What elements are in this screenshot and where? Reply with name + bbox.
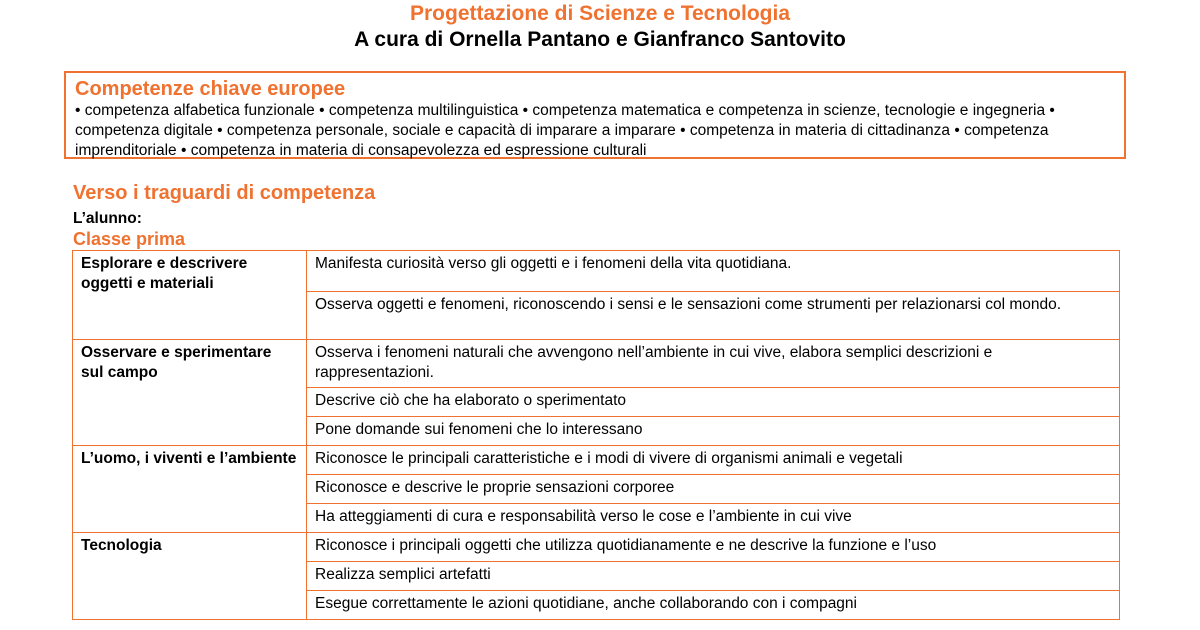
area-cell: Esplorare e descrivere oggetti e materiali [73, 251, 307, 340]
key-competences-text: • competenza alfabetica funzionale • competenza multilinguistica • competenza matematica e competenza in scienze, tecnologie e ingegneria • competenza digitale • competenza personale, sociale e capacità di imparare a imparare • competenza in materia di cittadinanza • competenza imprenditoriale • competenza in materia di consapevolezza ed espressione culturali [75, 102, 1055, 159]
area-cell: Osservare e sperimentare sul campo [73, 340, 307, 446]
goals-table [72, 250, 1120, 620]
class-label: Classe prima [73, 229, 186, 249]
table-row [73, 533, 1120, 562]
table-row [73, 251, 1120, 292]
goal-cell: Realizza semplici artefatti [307, 562, 1120, 591]
goal-cell: Descrive ciò che ha elaborato o sperimentato [307, 388, 1120, 417]
goal-cell: Ha atteggiamenti di cura e responsabilità verso le cose e l’ambiente in cui vive [307, 504, 1120, 533]
goal-cell: Riconosce e descrive le proprie sensazioni corporee [307, 475, 1120, 504]
document-title: Progettazione di Scienze e Tecnologia [409, 2, 791, 25]
table-row [73, 446, 1120, 475]
key-competences-box [64, 71, 1126, 159]
goal-cell: Manifesta curiosità verso gli oggetti e i fenomeni della vita quotidiana. [307, 251, 1120, 292]
pupil-label: L’alunno: [73, 210, 142, 227]
goal-cell: Riconosce le principali caratteristiche e i modi di vivere di organismi animali e vegetali [307, 446, 1120, 475]
goal-cell: Osserva i fenomeni naturali che avvengono nell’ambiente in cui vive, elabora semplici descrizioni e rappresentazioni. [307, 340, 1120, 388]
goal-cell: Osserva oggetti e fenomeni, riconoscendo i sensi e le sensazioni come strumenti per relazionarsi col mondo. [307, 292, 1120, 340]
goals-section-title: Verso i traguardi di competenza [73, 182, 376, 204]
area-cell: L’uomo, i viventi e l’ambiente [73, 446, 307, 533]
goal-cell: Riconosce i principali oggetti che utilizza quotidianamente e ne descrive la funzione e l’uso [307, 533, 1120, 562]
area-cell: Tecnologia [73, 533, 307, 620]
document-subtitle: A cura di Ornella Pantano e Gianfranco Santovito [354, 28, 846, 51]
key-competences-title: Competenze chiave europee [75, 78, 346, 100]
goal-cell: Pone domande sui fenomeni che lo interessano [307, 417, 1120, 446]
goal-cell: Esegue correttamente le azioni quotidiane, anche collaborando con i compagni [307, 591, 1120, 620]
table-row [73, 340, 1120, 388]
